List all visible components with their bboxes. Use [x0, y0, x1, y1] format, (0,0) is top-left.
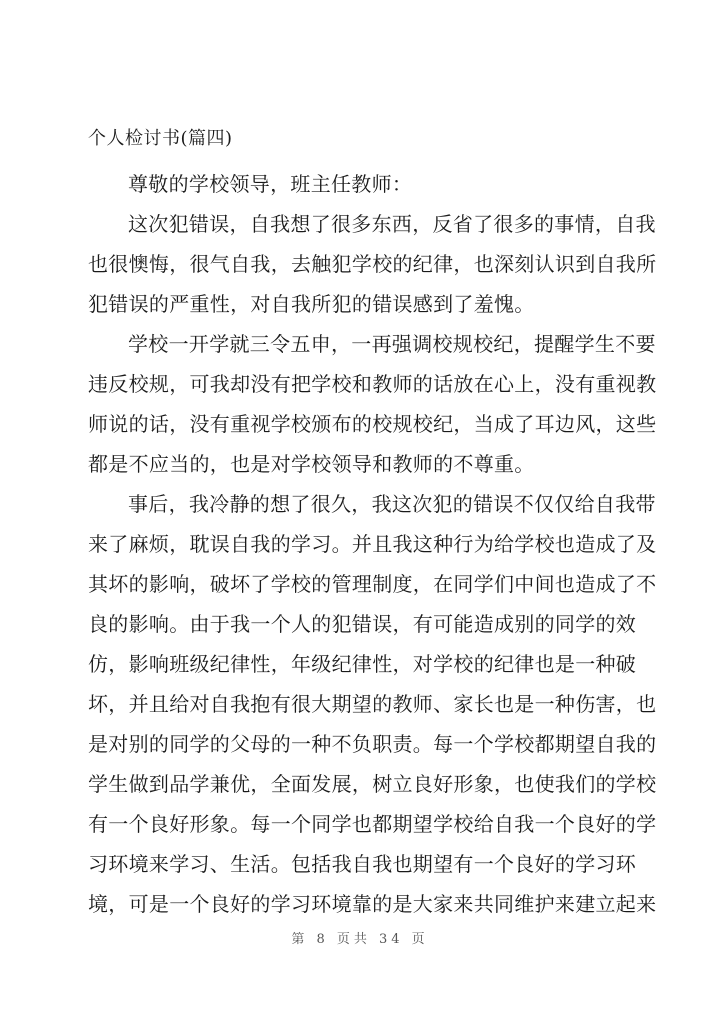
text-line: 其坏的影响，破坏了学校的管理制度，在同学们中间也造成了不 — [88, 572, 657, 596]
text-line: 违反校规，可我却没有把学校和教师的话放在心上，没有重视教 — [88, 372, 657, 396]
page-footer: 第 8 页共 34 页 — [291, 932, 429, 947]
text-line: 都是不应当的，也是对学校领导和教师的不尊重。 — [88, 452, 535, 476]
text-line: 学生做到品学兼优，全面发展，树立良好形象，也使我们的学校 — [88, 772, 657, 796]
text-line: 这次犯错误，自我想了很多东西，反省了很多的事情，自我 — [128, 212, 656, 236]
document-body — [88, 164, 657, 924]
paragraph-1 — [88, 204, 657, 324]
text-line: 仿，影响班级纪律性，年级纪律性，对学校的纪律也是一种破 — [88, 652, 637, 676]
text-line: 事后，我冷静的想了很久，我这次犯的错误不仅仅给自我带 — [128, 492, 656, 516]
text-line: 良的影响。由于我一个人的犯错误，有可能造成别的同学的效 — [88, 612, 637, 636]
text-line: 来了麻烦，耽误自我的学习。并且我这种行为给学校也造成了及 — [88, 532, 657, 556]
text-line: 习环境来学习、生活。包括我自我也期望有一个良好的学习环 — [88, 852, 637, 876]
text-line: 坏，并且给对自我抱有很大期望的教师、家长也是一种伤害，也 — [88, 692, 657, 716]
salutation: 尊敬的学校领导，班主任教师： — [128, 172, 413, 196]
text-line: 是对别的同学的父母的一种不负职责。每一个学校都期望自我的 — [88, 732, 657, 756]
text-line: 有一个良好形象。每一个同学也都期望学校给自我一个良好的学 — [88, 812, 657, 836]
text-line: 学校一开学就三令五申，一再强调校规校纪，提醒学生不要 — [128, 332, 656, 356]
text-line: 境，可是一个良好的学习环境靠的是大家来共同维护来建立起来 — [88, 892, 657, 916]
paragraph-2 — [88, 324, 657, 484]
document-title: 个人检讨书(篇四) — [88, 128, 233, 149]
paragraph-3 — [88, 484, 657, 924]
text-line: 师说的话，没有重视学校颁布的校规校纪，当成了耳边风，这些 — [88, 412, 657, 436]
text-line: 犯错误的严重性，对自我所犯的错误感到了羞愧。 — [88, 292, 535, 316]
text-line: 也很懊悔，很气自我，去触犯学校的纪律，也深刻认识到自我所 — [88, 252, 657, 276]
